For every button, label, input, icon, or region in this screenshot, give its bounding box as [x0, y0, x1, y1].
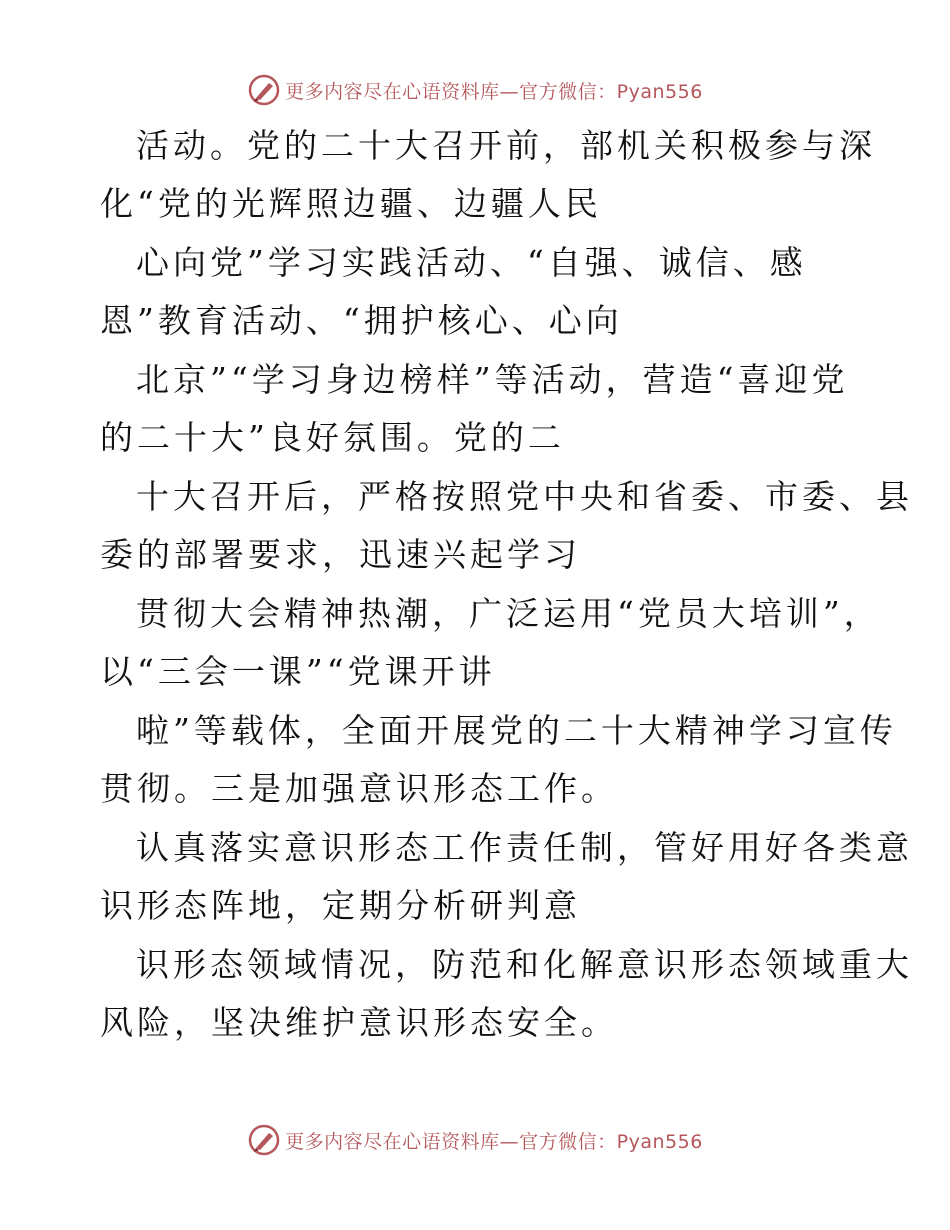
body-line: 恩”教育活动、“拥护核心、心向 — [100, 301, 623, 340]
body-line: 的二十大”良好氛围。党的二 — [100, 418, 565, 457]
body-line: 识形态领域情况，防范和化解意识形态领域重大 — [136, 945, 913, 984]
body-line: 十大召开后，严格按照党中央和省委、市委、县 — [136, 477, 913, 516]
body-line: 以“三会一课”“党课开讲 — [100, 652, 496, 691]
header-banner-text: 更多内容尽在心语资料库—官方微信：Pyan556 — [285, 80, 703, 103]
body-line: 风险，坚决维护意识形态安全。 — [100, 1003, 618, 1042]
body-line: 贯彻。三是加强意识形态工作。 — [100, 769, 618, 808]
body-line: 啦”等载体，全面开展党的二十大精神学习宣传 — [136, 711, 897, 750]
footer-banner — [0, 1120, 950, 1160]
footer-banner-text: 更多内容尽在心语资料库—官方微信：Pyan556 — [285, 1130, 703, 1153]
body-line: 认真落实意识形态工作责任制，管好用好各类意 — [136, 828, 913, 867]
header-banner — [0, 70, 950, 110]
pen-logo-icon — [247, 73, 281, 107]
body-line: 化“党的光辉照边疆、边疆人民 — [100, 184, 602, 223]
body-line: 识形态阵地，定期分析研判意 — [100, 886, 581, 925]
pen-logo-icon — [247, 1123, 281, 1157]
body-line: 活动。党的二十大召开前，部机关积极参与深 — [136, 126, 876, 165]
body-line: 贯彻大会精神热潮，广泛运用“党员大培训”， — [136, 594, 881, 633]
body-line: 心向党”学习实践活动、“自强、诚信、感 — [136, 243, 807, 282]
body-line: 委的部署要求，迅速兴起学习 — [100, 535, 581, 574]
body-line: 北京”“学习身边榜样”等活动，营造“喜迎党 — [136, 360, 849, 399]
